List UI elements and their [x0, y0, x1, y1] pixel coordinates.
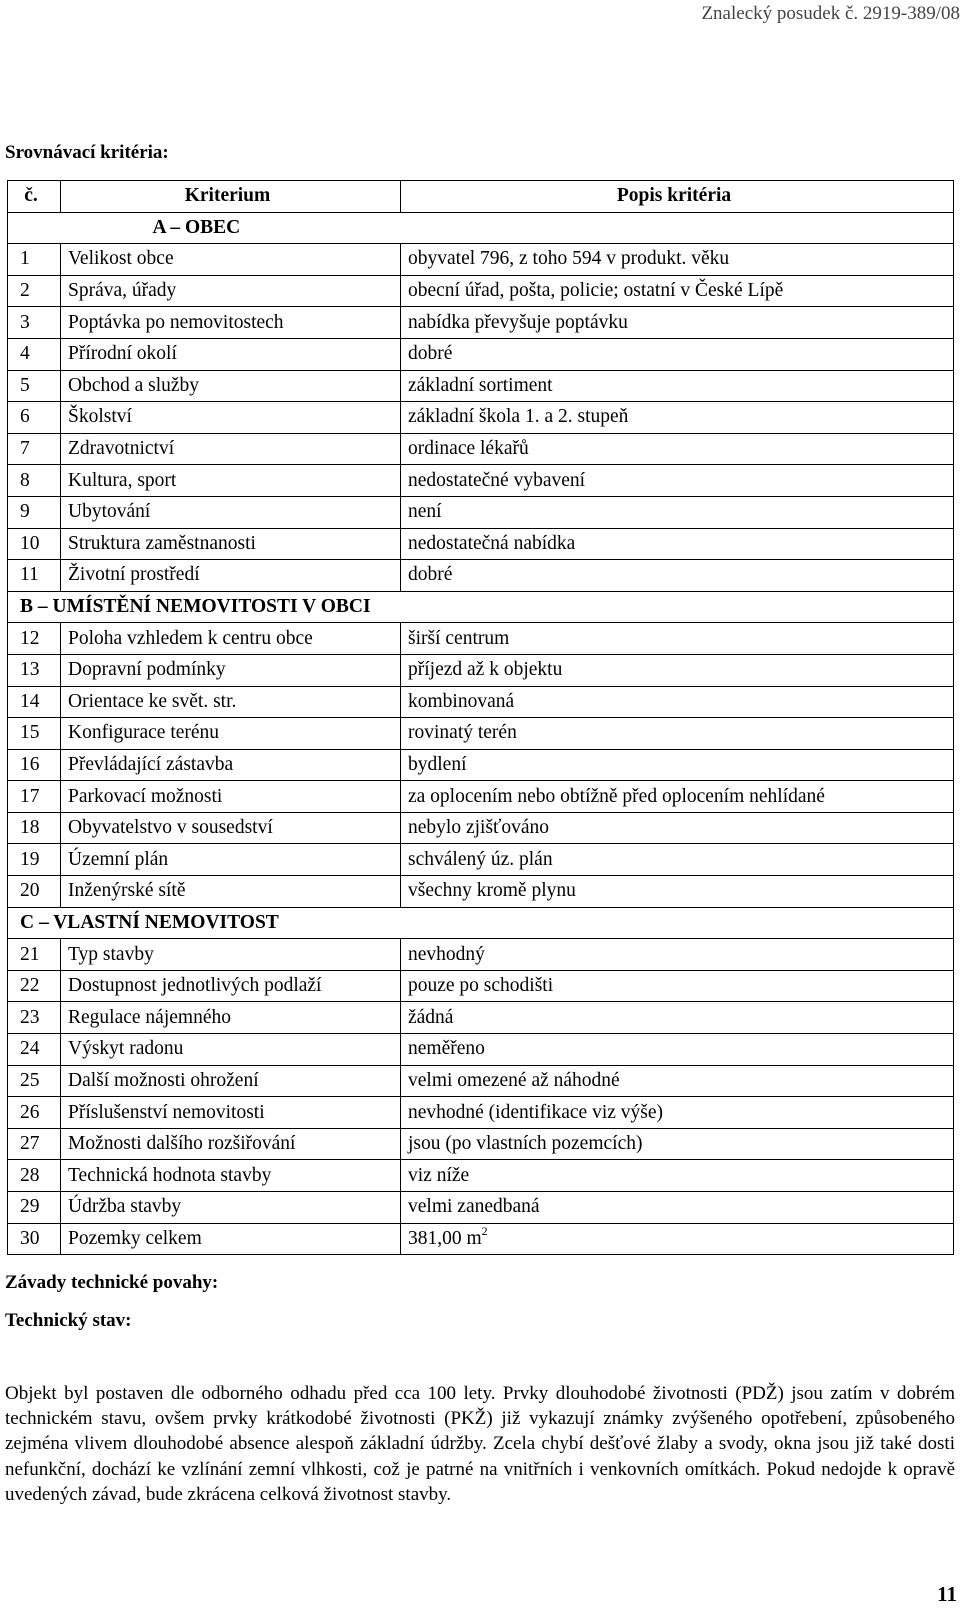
criterion-label: Konfigurace terénu — [61, 718, 401, 750]
table-row — [8, 654, 954, 686]
criterion-label: Poloha vzhledem k centru obce — [61, 623, 401, 655]
row-number: 23 — [8, 1002, 61, 1034]
criterion-value-text: kombinovaná — [408, 690, 515, 712]
row-number: 11 — [8, 560, 61, 592]
criterion-value — [401, 1034, 954, 1066]
row-number: 1 — [8, 244, 61, 276]
criterion-value-text: dobré — [408, 564, 453, 586]
criterion-label: Zdravotnictví — [61, 433, 401, 465]
criterion-label: Obyvatelstvo v sousedství — [61, 812, 401, 844]
criterion-label: Možnosti dalšího rozšiřování — [61, 1128, 401, 1160]
row-number: 20 — [8, 876, 61, 908]
criterion-label: Školství — [61, 402, 401, 434]
table-row — [8, 1192, 954, 1224]
criterion-value-text: za oplocením nebo obtížně před oplocením nehlídané — [408, 785, 825, 807]
criterion-label: Obchod a služby — [61, 370, 401, 402]
criterion-value-text: bydlení — [408, 753, 467, 775]
criterion-value — [401, 370, 954, 402]
criterion-value-text: širší centrum — [408, 627, 510, 649]
row-number: 7 — [8, 433, 61, 465]
criterion-value — [401, 718, 954, 750]
criterion-label: Příslušenství nemovitosti — [61, 1097, 401, 1129]
criterion-value — [401, 244, 954, 276]
section-heading-row — [8, 212, 954, 244]
row-number: 13 — [8, 654, 61, 686]
criterion-value — [401, 749, 954, 781]
criterion-value-text: nevhodný — [408, 943, 485, 965]
criterion-label: Regulace nájemného — [61, 1002, 401, 1034]
criterion-value — [401, 1002, 954, 1034]
table-row — [8, 718, 954, 750]
criterion-value-text: viz níže — [408, 1164, 470, 1186]
criterion-value — [401, 1160, 954, 1192]
section-heading-cell: A – OBEC — [61, 212, 401, 244]
section-heading-cell: B – UMÍSTĚNÍ NEMOVITOSTI V OBCI — [8, 591, 954, 623]
criterion-label: Poptávka po nemovitostech — [61, 307, 401, 339]
criterion-value-text: základní sortiment — [408, 374, 553, 396]
criterion-value-text: základní škola 1. a 2. stupeň — [408, 406, 629, 428]
criterion-value-text: ordinace lékařů — [408, 438, 529, 460]
criterion-value-text: nedostatečné vybavení — [408, 469, 586, 491]
table-row — [8, 1097, 954, 1129]
criterion-label: Velikost obce — [61, 244, 401, 276]
criterion-value-text: velmi omezené až náhodné — [408, 1069, 620, 1091]
defects-heading: Závady technické povahy: — [5, 1272, 219, 1293]
criterion-value-text: jsou (po vlastních pozemcích) — [408, 1133, 643, 1155]
criterion-value — [401, 433, 954, 465]
criterion-label: Ubytování — [61, 496, 401, 528]
technical-state-paragraph: Objekt byl postaven dle odborného odhadu před cca 100 lety. Prvky dlouhodobé životnosti (PDŽ) jsou zatím v dobrém technickém stavu, ovšem prvky krátkodobé životnosti (PKŽ) již vykazují známky zvýšeného opotřebení, způsobeného zejména vlivem dlouhodobé absence alespoň základní údržby. Zcela chybí dešťové žlaby a svody, okna jsou již také dosti nefunkční, dochází ke vzlínání zemní vlhkosti, což je patrné na vnitřních i venkovních omítkách. Pokud nedojde k opravě uvedených závad, bude zkrácena celková životnost stavby. — [5, 1383, 955, 1505]
criterion-label: Přírodní okolí — [61, 338, 401, 370]
table-row — [8, 876, 954, 908]
table-row — [8, 1002, 954, 1034]
table-row — [8, 812, 954, 844]
row-number: 19 — [8, 844, 61, 876]
criterion-value — [401, 1065, 954, 1097]
comparison-criteria-title: Srovnávací kritéria: — [5, 142, 169, 163]
criterion-value-text: obecní úřad, pošta, policie; ostatní v České Lípě — [408, 280, 784, 302]
criterion-value — [401, 307, 954, 339]
criterion-value — [401, 1192, 954, 1224]
table-row — [8, 275, 954, 307]
criterion-value-text: rovinatý terén — [408, 722, 517, 744]
criterion-value — [401, 844, 954, 876]
table-row — [8, 496, 954, 528]
row-number: 27 — [8, 1128, 61, 1160]
criterion-value — [401, 402, 954, 434]
criterion-value — [401, 812, 954, 844]
criterion-value — [401, 560, 954, 592]
column-header-description: Popis kritéria — [401, 181, 954, 213]
page-number: 11 — [937, 1582, 957, 1606]
row-number: 24 — [8, 1034, 61, 1066]
table-row — [8, 560, 954, 592]
table-row — [8, 370, 954, 402]
criterion-value — [401, 654, 954, 686]
criterion-value-text: neměřeno — [408, 1038, 485, 1060]
table-row — [8, 244, 954, 276]
criterion-value-text: nabídka převyšuje poptávku — [408, 311, 628, 333]
criterion-label: Inženýrské sítě — [61, 876, 401, 908]
criterion-label: Technická hodnota stavby — [61, 1160, 401, 1192]
criterion-value — [401, 275, 954, 307]
criterion-value-text: 381,00 m — [408, 1227, 482, 1249]
table-row — [8, 1223, 954, 1255]
criterion-value-text: velmi zanedbaná — [408, 1196, 540, 1218]
criterion-value-text: schválený úz. plán — [408, 848, 553, 870]
table-row — [8, 623, 954, 655]
row-number: 4 — [8, 338, 61, 370]
criterion-value-text: nevhodné (identifikace viz výše) — [408, 1101, 664, 1123]
section-heading-cell: C – VLASTNÍ NEMOVITOST — [8, 907, 954, 939]
criterion-value — [401, 876, 954, 908]
table-row — [8, 781, 954, 813]
table-row — [8, 338, 954, 370]
table-row — [8, 939, 954, 971]
criterion-value — [401, 496, 954, 528]
criterion-label: Struktura zaměstnanosti — [61, 528, 401, 560]
criterion-value — [401, 1097, 954, 1129]
row-number: 6 — [8, 402, 61, 434]
criterion-value — [401, 686, 954, 718]
row-number: 9 — [8, 496, 61, 528]
section-heading-row — [8, 591, 954, 623]
criterion-label: Správa, úřady — [61, 275, 401, 307]
criterion-value — [401, 465, 954, 497]
column-header-number: č. — [8, 181, 61, 213]
table-row — [8, 844, 954, 876]
unit-superscript: 2 — [481, 1223, 488, 1238]
criterion-label: Parkovací možnosti — [61, 781, 401, 813]
table-row — [8, 433, 954, 465]
criterion-label: Pozemky celkem — [61, 1223, 401, 1255]
criterion-value-text: příjezd až k objektu — [408, 659, 563, 681]
row-number: 28 — [8, 1160, 61, 1192]
row-number: 15 — [8, 718, 61, 750]
table-row — [8, 528, 954, 560]
criterion-label: Orientace ke svět. str. — [61, 686, 401, 718]
table-row — [8, 1128, 954, 1160]
row-number: 25 — [8, 1065, 61, 1097]
criteria-table — [7, 180, 954, 1255]
criterion-value — [401, 338, 954, 370]
criterion-value — [401, 528, 954, 560]
row-number: 10 — [8, 528, 61, 560]
row-number: 2 — [8, 275, 61, 307]
criterion-label: Dopravní podmínky — [61, 654, 401, 686]
row-number: 22 — [8, 970, 61, 1002]
criterion-value-text: nedostatečná nabídka — [408, 532, 576, 554]
table-row — [8, 402, 954, 434]
section-spacer-cell — [8, 212, 61, 244]
document-header: Znalecký posudek č. 2919-389/08 — [701, 3, 960, 24]
table-row — [8, 1160, 954, 1192]
table-row — [8, 686, 954, 718]
criterion-label: Výskyt radonu — [61, 1034, 401, 1066]
criterion-value — [401, 1128, 954, 1160]
criterion-value — [401, 939, 954, 971]
row-number: 26 — [8, 1097, 61, 1129]
row-number: 16 — [8, 749, 61, 781]
section-heading-row — [8, 907, 954, 939]
table-header-row — [8, 181, 954, 213]
row-number: 3 — [8, 307, 61, 339]
criterion-value — [401, 1223, 954, 1255]
row-number: 8 — [8, 465, 61, 497]
criterion-value-text: obyvatel 796, z toho 594 v produkt. věku — [408, 248, 730, 270]
criterion-label: Životní prostředí — [61, 560, 401, 592]
criterion-value-text: všechny kromě plynu — [408, 880, 576, 902]
column-header-criterion: Kriterium — [61, 181, 401, 213]
criterion-value — [401, 623, 954, 655]
criterion-label: Typ stavby — [61, 939, 401, 971]
criterion-value-text: není — [408, 501, 442, 523]
criterion-label: Kultura, sport — [61, 465, 401, 497]
criterion-label: Dostupnost jednotlivých podlaží — [61, 970, 401, 1002]
technical-state-heading: Technický stav: — [5, 1310, 132, 1331]
criterion-value-text: nebylo zjišťováno — [408, 817, 550, 839]
row-number: 29 — [8, 1192, 61, 1224]
row-number: 17 — [8, 781, 61, 813]
table-row — [8, 465, 954, 497]
table-row — [8, 970, 954, 1002]
row-number: 14 — [8, 686, 61, 718]
criterion-value — [401, 781, 954, 813]
row-number: 21 — [8, 939, 61, 971]
section-spacer-cell — [401, 212, 954, 244]
criterion-label: Převládající zástavba — [61, 749, 401, 781]
criterion-value — [401, 970, 954, 1002]
criterion-label: Územní plán — [61, 844, 401, 876]
criterion-label: Další možnosti ohrožení — [61, 1065, 401, 1097]
criterion-value-text: žádná — [408, 1006, 454, 1028]
row-number: 18 — [8, 812, 61, 844]
row-number: 12 — [8, 623, 61, 655]
criterion-value-text: dobré — [408, 343, 453, 365]
table-row — [8, 307, 954, 339]
row-number: 30 — [8, 1223, 61, 1255]
table-row — [8, 1065, 954, 1097]
table-row — [8, 749, 954, 781]
criterion-label: Údržba stavby — [61, 1192, 401, 1224]
criterion-value-text: pouze po schodišti — [408, 975, 554, 997]
row-number: 5 — [8, 370, 61, 402]
table-row — [8, 1034, 954, 1066]
